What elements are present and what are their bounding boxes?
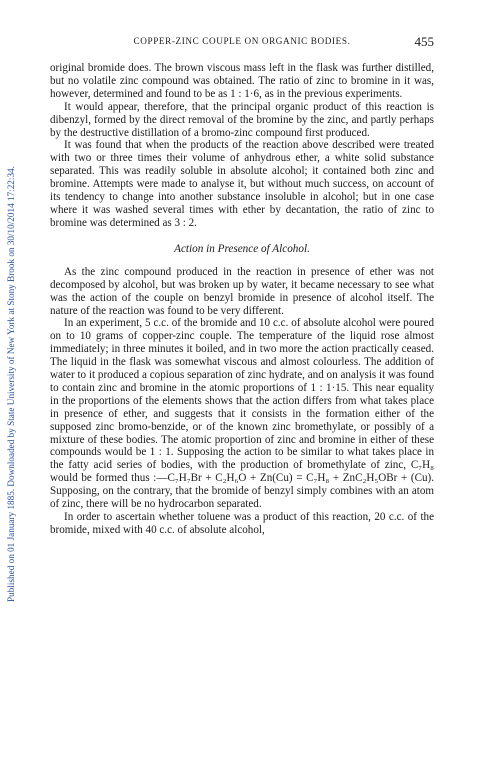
download-notice-text: Published on 01 January 1885. Downloaded by State University of New York at Stony Brook on 30/10/2014 17:22:34. [6, 166, 16, 602]
paragraph: In order to ascertain whether toluene was a product of this reaction, 20 c.c. of the bromide, mixed with 40 c.c. of absolute alcohol, [50, 511, 434, 536]
page-header [50, 36, 434, 52]
sidebar-download-notice [0, 0, 22, 768]
running-head: COPPER-ZINC COUPLE ON ORGANIC BODIES. [133, 36, 351, 46]
page [50, 36, 434, 537]
paragraph: It was found that when the products of the reaction above described were treated with two or three times their volume of anhydrous ether, a white solid substance separated. This was readily soluble in absolute alcohol; it contained both zinc and bromine. Attempts were made to analyse it, but without much success, on account of its tendency to change into another substance insoluble in alcohol; but in one case where it was washed several times with ether by decantation, the ratio of zinc to bromine was determined as 3 : 2. [50, 139, 434, 229]
paragraph: As the zinc compound produced in the reaction in presence of ether was not decomposed by alcohol, but was broken up by water, it became necessary to see what was the action of the couple on benzyl bromide in presence of alcohol itself. The nature of the reaction was found to be very different. [50, 265, 434, 317]
paragraph: It would appear, therefore, that the principal organic product of this reaction is dibenzyl, formed by the direct removal of the bromine by the zinc, and partly perhaps by the destructive distillation of a bromo-zinc compound first produced. [50, 100, 434, 139]
section-heading: Action in Presence of Alcohol. [174, 242, 310, 255]
page-number: 455 [414, 34, 434, 49]
paragraph: original bromide does. The brown viscous mass left in the flask was further distilled, but no volatile zinc compound was obtained. The ratio of zinc to bromine in it was, however, determined and found to be as 1 : 1·6, as in the previous experiments. [50, 62, 434, 100]
paragraph: In an experiment, 5 c.c. of the bromide and 10 c.c. of absolute alcohol were poured on to 10 grams of copper-zinc couple. The temperature of the liquid rose almost immediately; in three minutes it boiled, and in two more the action practically ceased. The liquid in the flask was somewhat viscous and almost colourless. The addition of water to it produced a copious separation of zinc hydrate, and on analysis it was found to contain zinc and bromine in the atomic proportions of 1 : 1·15. This near equality in the proportions of the elements shows that the action differs from what takes place in presence of ether, and suggests that it consists in the formation either of the supposed zinc bromo-benzide, or of the known zinc bromethylate, or possibly of a mixture of these bodies. The atomic proportion of zinc and bromine in either of these compounds would be 1 : 1. Supposing the action to be similar to what takes place in the fatty acid series of bodies, with the production of bromethylate of zinc, C₇H₈ would be formed thus :—C₇H₇Br + C₂H₆O + Zn(Cu) = C₇H₈ + ZnC₂H₅OBr + (Cu). Supposing, on the contrary, that the bromide of benzyl simply combines with an atom of zinc, there will be no hydrocarbon separated. [50, 317, 434, 511]
